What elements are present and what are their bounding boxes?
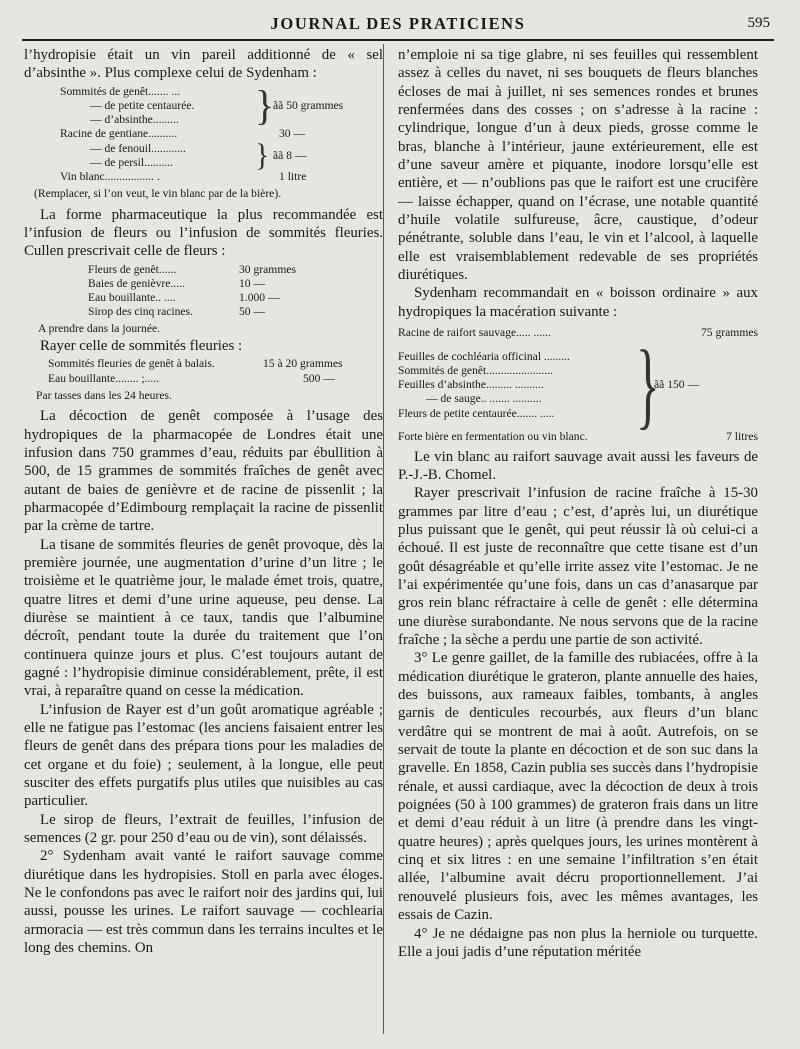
brace-glyph: } bbox=[636, 331, 660, 440]
rx-item: — de petite centaurée. bbox=[90, 98, 195, 112]
paragraph: Rayer celle de sommités fleuries : bbox=[40, 337, 243, 354]
rx-item: Feuilles d’absinthe......... .......... bbox=[398, 378, 544, 392]
rx-item: Eau bouillante........ ;..... bbox=[48, 371, 160, 385]
rx-note: A prendre dans la journée. bbox=[38, 322, 161, 336]
paragraph: La décoction de genêt composée à l’usage des hydropiques de la pharmacopée de Londres était une infusion dans 750 grammes d’eau, réduits par ébullition à 500, de 15 grammes de sommités fraîches de genêt avec autant de baies de genièvre et de racine de pissenlit ; la pharmacopée d’Edimbourg remplaçait la racine de pissenlit par la crème de tartre. bbox=[24, 408, 383, 535]
page-number: 595 bbox=[747, 15, 770, 31]
rx-item: Vin blanc................. . bbox=[60, 169, 160, 183]
brace-glyph: } bbox=[255, 137, 270, 173]
paragraph: Le vin blanc au raifort sauvage avait aussi les faveurs de P.-J.-B. Chomel. bbox=[398, 448, 758, 483]
rx-quantity: 500 — bbox=[303, 371, 335, 385]
left-column bbox=[24, 46, 383, 958]
rx-quantity: 30 grammes bbox=[239, 262, 296, 276]
paragraph: La forme pharmaceutique la plus recommandée est l’infusion de fleurs ou l’infusion de sommités fleuries. Cullen prescrivait celle de fleurs : bbox=[24, 206, 383, 260]
paragraph: Rayer prescrivait l’infusion de racine fraîche à 15-30 grammes par litre d’eau ; c’est, d’après lui, un diurétique plus puissant que le genêt, qui peut réussir là où celui-ci a échoué. Il est juste de reconnaître que cette tisane est d’un goût désagréable et qu’elle irrite assez vite l’estomac. Je ne l’ai expérimentée qu’une fois, dans un cas d’anasarque par gros rein blanc réfractaire à celle de genêt : elle détermina une diurèse surabondante. Ne nous servons que de la racine fraîche ; la sèche a perdu une partie de son activité. bbox=[398, 485, 758, 648]
paragraph: l’hydropisie était un vin pareil additionné de « sel d’absinthe ». Plus complexe celui de Sydenham : bbox=[24, 47, 383, 82]
rx-quantity: 1 litre bbox=[279, 169, 307, 183]
paragraph: Sydenham recommandait en « boisson ordinaire » aux hydropiques la macération suivante : bbox=[398, 285, 758, 320]
rx-item: — d’absinthe......... bbox=[90, 113, 179, 127]
rx-quantity: ãã 8 — bbox=[273, 148, 307, 162]
rx-item: Eau bouillante.. .... bbox=[88, 291, 176, 305]
rx-item: Racine de raifort sauvage..... ...... bbox=[398, 326, 551, 340]
column-divider bbox=[383, 44, 384, 1034]
rx-item: — de persil.......... bbox=[90, 155, 174, 169]
brace-glyph: } bbox=[255, 81, 275, 130]
rx-item: Racine de gentiane.......... bbox=[60, 127, 178, 141]
rx-quantity: 1.000 — bbox=[239, 291, 280, 305]
rx-item: Fleurs de petite centaurée....... ..... bbox=[398, 406, 555, 420]
prescription-cullen bbox=[24, 263, 383, 320]
running-title: JOURNAL DES PRATICIENS bbox=[270, 14, 526, 33]
rx-item: Sommités de genêt....................... bbox=[398, 364, 553, 378]
prescription-rayer bbox=[24, 357, 383, 385]
rx-item: Sommités de genêt....... ... bbox=[60, 84, 181, 98]
rx-note: (Remplacer, si l’on veut, le vin blanc par de la bière). bbox=[34, 187, 282, 201]
rx-item: Fleurs de genêt...... bbox=[88, 262, 177, 276]
rx-item: Sirop des cinq racines. bbox=[88, 305, 193, 319]
rx-quantity: 30 — bbox=[279, 127, 306, 141]
rx-quantity: 75 grammes bbox=[701, 326, 758, 340]
rx-item: Forte bière en fermentation ou vin blanc. bbox=[398, 430, 588, 444]
paragraph: 3° Le genre gaillet, de la famille des rubiacées, offre à la médication diurétique le grateron, plante annuelle des haies, des buissons, aux rameaux faibles, tombants, à angles garnis de denticules recourbés, aux fleurs d’un blanc verdâtre qui se montrent de mai à août. Autrefois, on se servait de toute la plante en décoction et de son suc dans la gravelle. En 1858, Cazin publia ses succès dans l’hydropisie rénale, et aussi cardiaque, avec la décoction de deux à trois poignées (50 à 100 grammes) de grateron frais dans un litre et demi d’eau réduit à un litre (à prendre dans les vingt-quatre heures) ; après quelques jours, les urines montèrent à cinq et six litres : en une semaine l’infiltration s’en était allée, l’albumine avait décru proportionnellement. J’ai renouvelé plusieurs fois, avec les mêmes avantages, les essais de Cazin. bbox=[398, 650, 758, 924]
rx-item: Baies de genièvre..... bbox=[88, 276, 185, 290]
rx-quantity: 50 — bbox=[239, 305, 266, 319]
rx-quantity: ãã 50 grammes bbox=[273, 98, 344, 112]
paragraph: 2° Sydenham avait vanté le raifort sauvage comme diurétique dans les hydropisies. Stoll en parla avec éloges. Ne le confondons pas avec le raifort noir des jardins qui, lui aussi, pousse les urines. Le raifort sauvage — cochlearia armoracia — est très commun dans les terrains incultes et le long des chemins. On bbox=[24, 848, 383, 957]
paragraph: Le sirop de fleurs, l’extrait de feuilles, l’infusion de semences (2 gr. pour 250 d’eau ou de vin), sont délaissés. bbox=[24, 811, 383, 847]
rx-item: Feuilles de cochléaria officinal ......... bbox=[398, 349, 571, 363]
right-column bbox=[398, 46, 758, 961]
page-header bbox=[24, 14, 772, 40]
paragraph: La tisane de sommités fleuries de genêt provoque, dès la première journée, une augmentation d’urine d’un litre ; le troisième et le quatrième jour, le malade émet trois, quatre, quatre litres et demi d’une urine aqueuse, peu dense. La diurèse se maintient à ce taux, tandis que l’albumine décroît, pendant toute la durée du traitement que l’on continuera quinze jours et plus. C’est toujours autant de gagné : l’hydropisie diminue considérablement, prête, il est vrai, à reparaître quand on cesse la médication. bbox=[24, 536, 383, 700]
rx-note: Par tasses dans les 24 heures. bbox=[36, 388, 172, 402]
rx-quantity: ãã 150 — bbox=[654, 378, 700, 392]
rx-quantity: 15 à 20 grammes bbox=[263, 357, 343, 371]
paragraph: 4° Je ne dédaigne pas non plus la herniole ou turquette. Elle a joui jadis d’une réputation méritée bbox=[398, 925, 758, 960]
rx-quantity: 10 — bbox=[239, 276, 266, 290]
paragraph: n’emploie ni sa tige glabre, ni ses feuilles qui ressemblent assez à celles du navet, ni ses bouquets de fleurs blanches écloses de mai à juillet, ni ses semences rondes et brunes renfermées dans des cosses ; on s’adresse à la racine : cylindrique, longue d’un à deux pieds, grosse comme le bras, blanche à l’intérieur, jaune extérieurement, elle est d’une saveur amère et piquante, inodore lorsqu’elle est entière, et — n’oublions pas que le raifort est une crucifère — laisse échapper, quand on l’écrase, une notable quantité d’huile volatile sulfureuse, âcre, caustique, d’odeur pénétrante, soluble dans l’eau, le vin et l’alcool, à laquelle elle est vraisemblablement redevable de ses propriétés diurétiques. bbox=[398, 47, 758, 284]
prescription-raifort bbox=[398, 323, 758, 444]
paragraph: L’infusion de Rayer est d’un goût aromatique agréable ; elle ne fatigue pas l’estomac (les anciens faisaient entrer les fleurs de genêt dans des prépara tions pour les maladies de cet organe et du foie) ; seulement, à la longue, elle peut susciter des effets purgatifs plus utiles que nuisibles au cas particulier. bbox=[24, 701, 383, 810]
rx-quantity: 7 litres bbox=[726, 430, 758, 444]
header-rule bbox=[22, 39, 774, 41]
rx-item: — de fenouil............ bbox=[90, 141, 186, 155]
rx-item: — de sauge.. ....... .......... bbox=[426, 392, 542, 406]
rx-item: Sommités fleuries de genêt à balais. bbox=[48, 357, 215, 371]
prescription-sydenham bbox=[24, 81, 383, 184]
